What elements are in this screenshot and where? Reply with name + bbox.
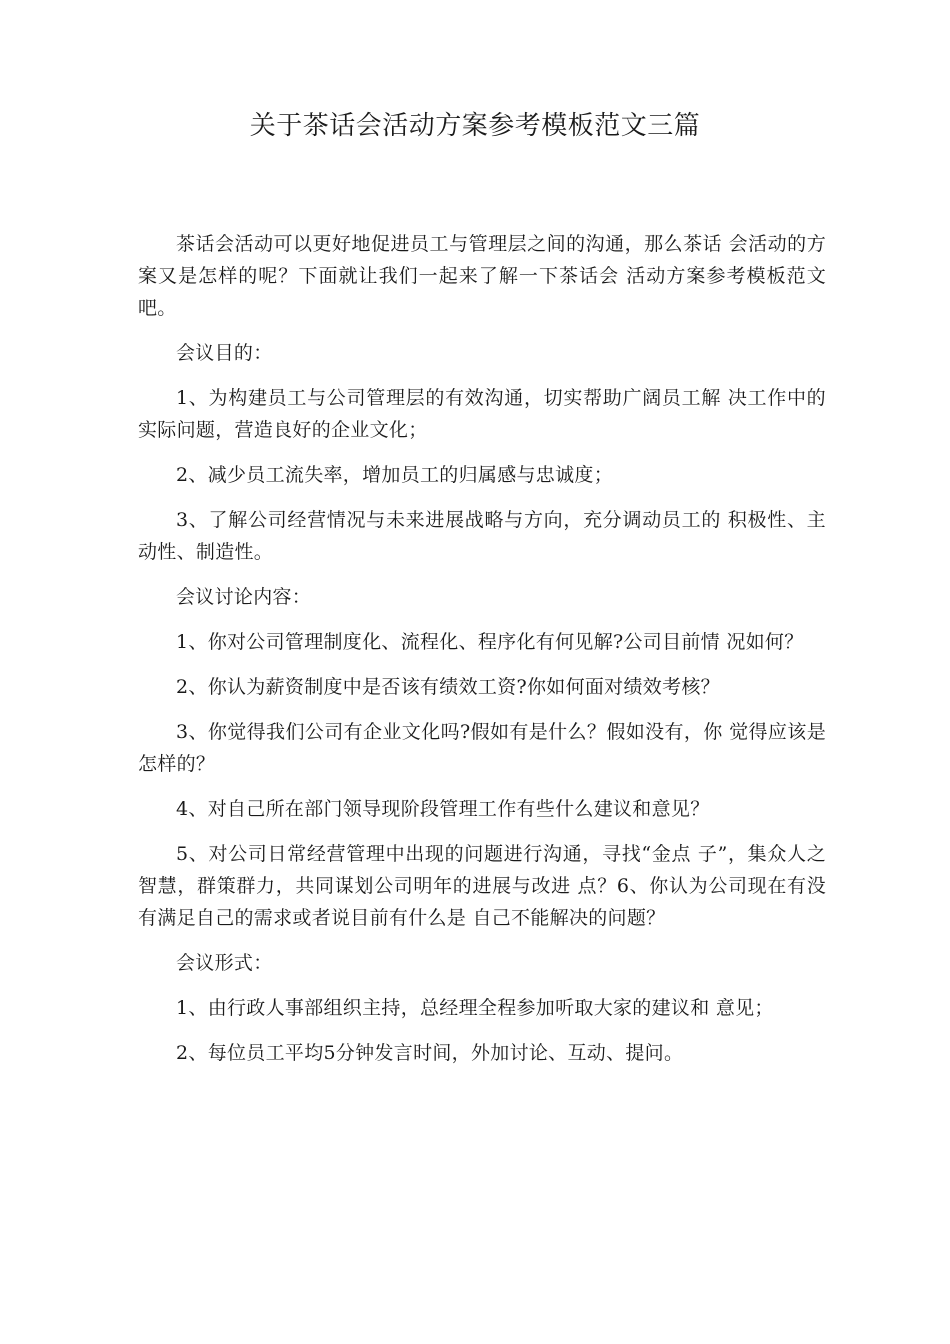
intro-paragraph: 茶话会活动可以更好地促进员工与管理层之间的沟通，那么茶话 会活动的方案又是怎样的呢？下面就让我们一起来了解一下茶话会 活动方案参考模板范文吧。 xyxy=(138,233,826,319)
format-item-1: 1、由行政人事部组织主持，总经理全程参加听取大家的建议和 意见； xyxy=(176,997,774,1019)
discussion-item-1: 1、你对公司管理制度化、流程化、程序化有何见解?公司目前情 况如何？ xyxy=(176,631,804,653)
discussion-item-5-6: 5、对公司日常经营管理中出现的问题进行沟通，寻找“金点 子”，集众人之智慧，群策群力，共同谋划公司明年的进展与改进 点？6、你认为公司现在有没有满足自己的需求或者说目前有什么是 自己不能解决的问题？ xyxy=(138,843,826,929)
discussion-item-3: 3、你觉得我们公司有企业文化吗?假如有是什么？假如没有，你 觉得应该是怎样的？ xyxy=(138,721,826,775)
purpose-item-2: 2、减少员工流失率，增加员工的归属感与忠诚度； xyxy=(176,464,613,486)
purpose-item-3: 3、了解公司经营情况与未来进展战略与方向，充分调动员工的 积极性、主动性、制造性。 xyxy=(138,509,826,563)
section-heading-purpose: 会议目的： xyxy=(176,342,273,364)
discussion-item-4: 4、对自己所在部门领导现阶段管理工作有些什么建议和意见？ xyxy=(176,798,710,820)
section-heading-format: 会议形式： xyxy=(176,952,273,974)
section-heading-discussion: 会议讨论内容： xyxy=(176,586,312,608)
purpose-item-1: 1、为构建员工与公司管理层的有效沟通，切实帮助广阔员工解 决工作中的实际问题，营造良好的企业文化； xyxy=(138,387,826,441)
document-body xyxy=(138,228,826,1082)
document-title: 关于茶话会活动方案参考模板范文三篇 xyxy=(249,111,701,141)
format-item-2: 2、每位员工平均5分钟发言时间，外加讨论、互动、提问。 xyxy=(176,1042,684,1064)
discussion-item-2: 2、你认为薪资制度中是否该有绩效工资?你如何面对绩效考核？ xyxy=(176,676,720,698)
